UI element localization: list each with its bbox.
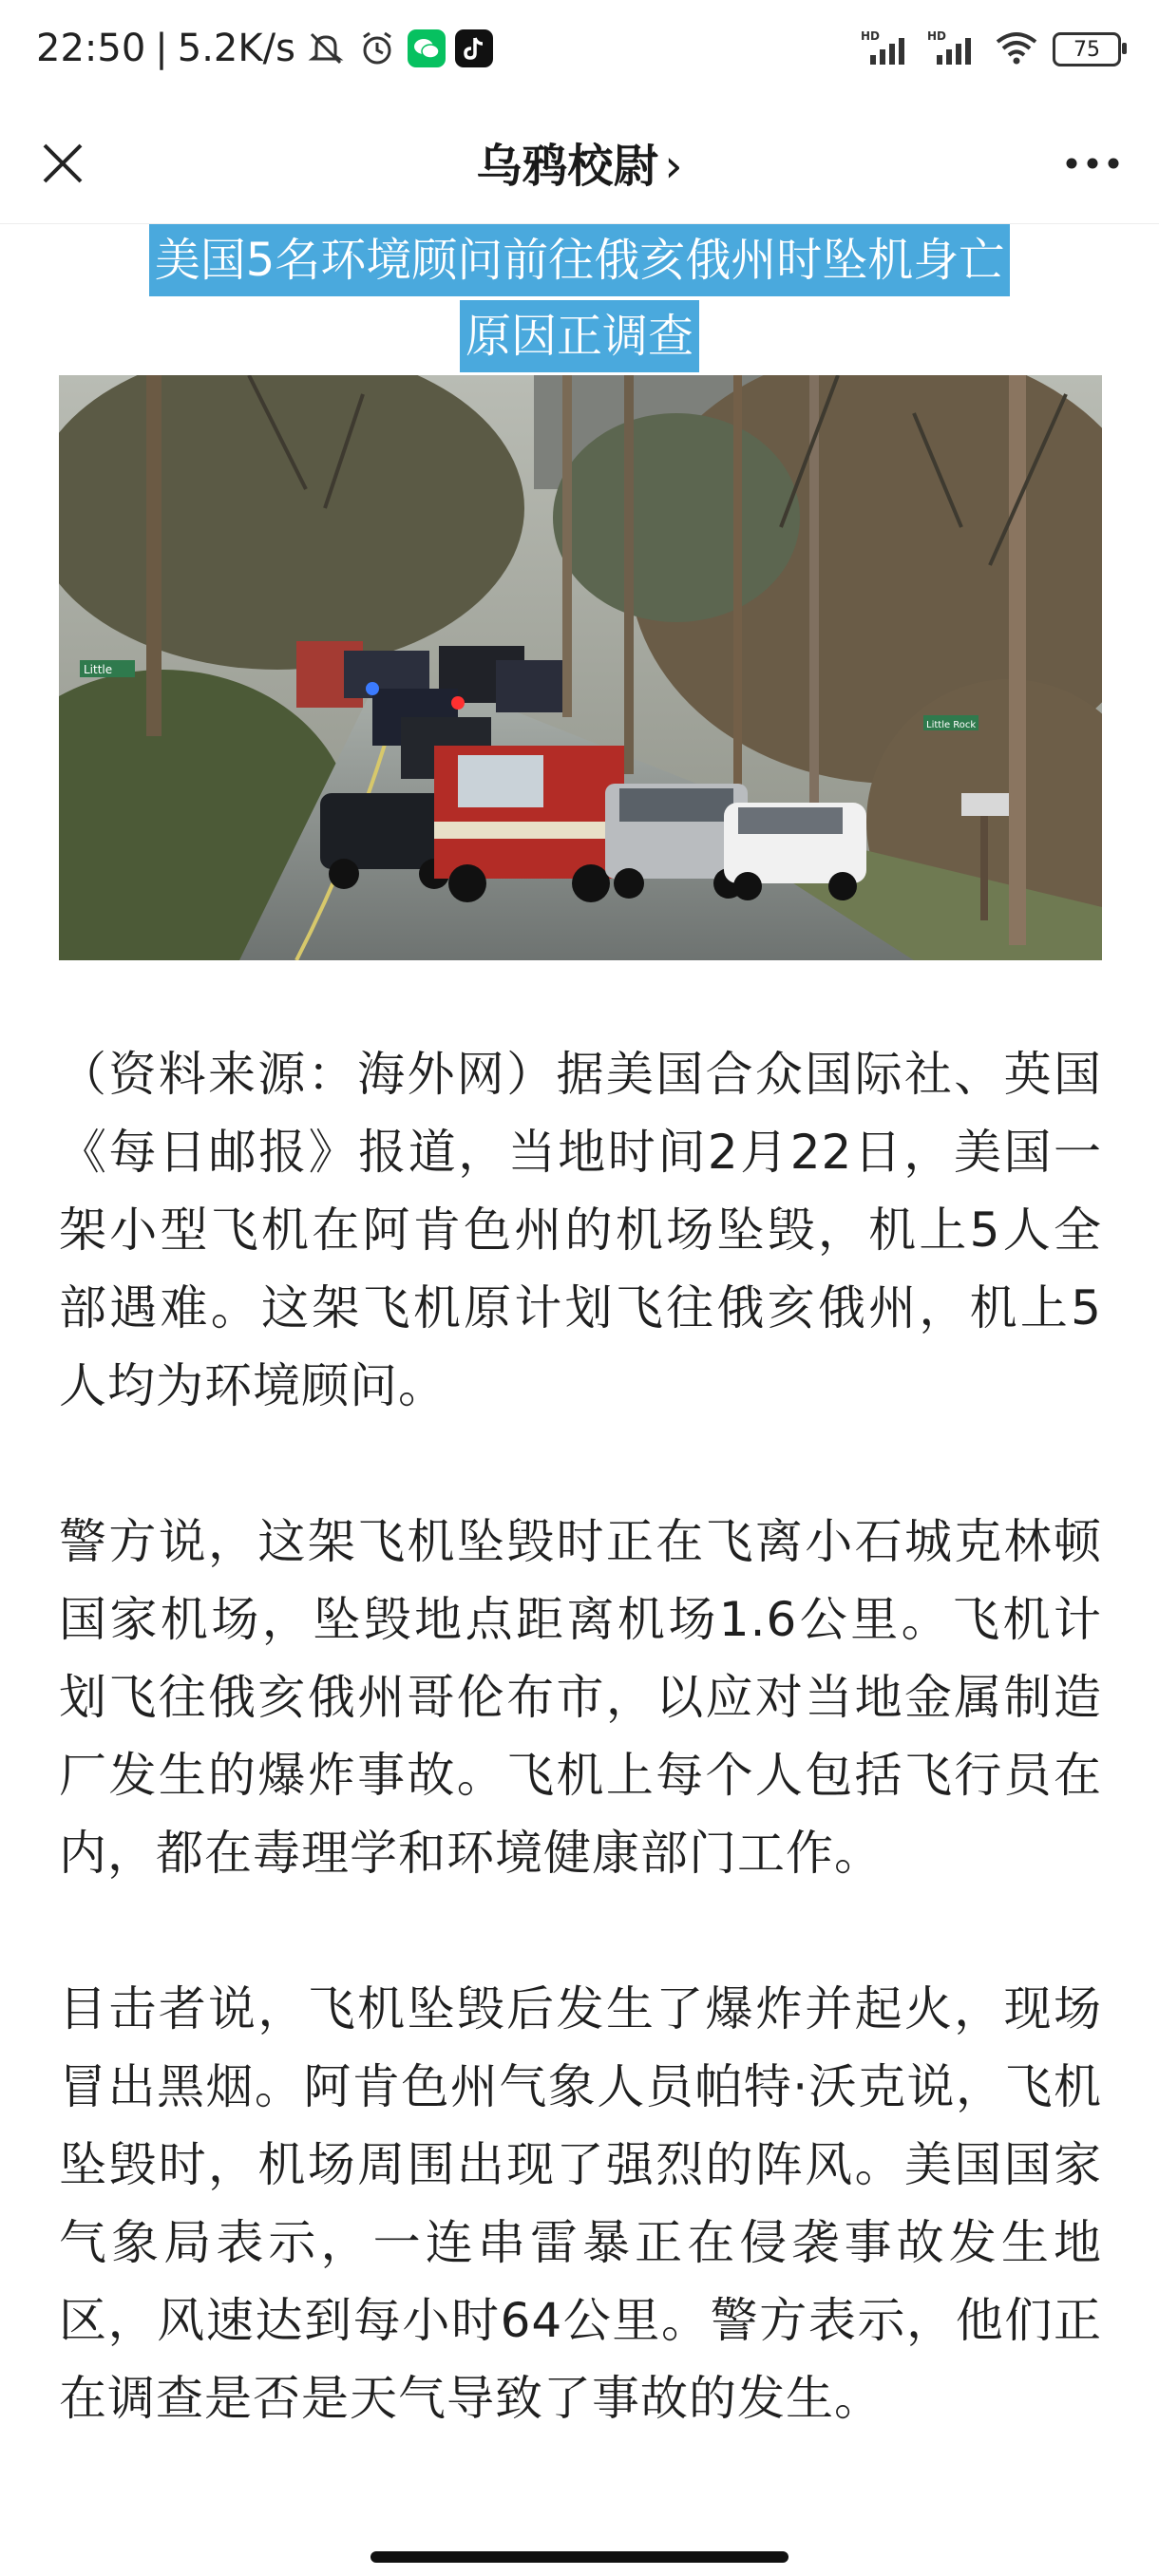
article-paragraph-2: 警方说，这架飞机坠毁时正在飞离小石城克林顿国家机场，坠毁地点距离机场1.6公里。飞机计划飞往俄亥俄州哥伦布市，以应对当地金属制造厂发生的爆炸事故。飞机上每个人包括飞行员在内，都在毒理学和环境健康部门工作。 <box>59 1514 1102 1881</box>
home-indicator[interactable] <box>370 2551 788 2563</box>
status-bar <box>0 0 1159 104</box>
svg-text:HD: HD <box>927 29 947 43</box>
street-sign-right: Little Rock <box>926 720 977 730</box>
battery-level: 75 <box>1074 37 1100 62</box>
alarm-icon <box>356 28 398 69</box>
more-button[interactable] <box>1054 129 1130 198</box>
signal-icon-2 <box>927 28 980 70</box>
status-divider: | <box>155 27 168 70</box>
status-time: 22:50 <box>36 27 146 70</box>
nav-bar <box>0 104 1159 224</box>
crash-scene-image <box>59 375 1102 960</box>
svg-text:HD: HD <box>861 29 881 43</box>
wifi-icon <box>994 28 1039 70</box>
wechat-icon <box>408 29 446 67</box>
account-title-link[interactable] <box>0 129 1159 195</box>
more-icon <box>1064 157 1121 170</box>
mute-icon <box>305 28 347 69</box>
news-photo[interactable] <box>59 375 1102 960</box>
article-headline <box>57 222 1102 374</box>
status-left <box>36 27 493 70</box>
account-name: 乌鸦校尉 <box>476 140 659 193</box>
headline-line-2: 原因正调查 <box>460 300 699 372</box>
street-sign-left: Little <box>84 663 113 676</box>
battery-icon <box>1053 32 1121 66</box>
article-paragraph-3: 目击者说，飞机坠毁后发生了爆炸并起火，现场冒出黑烟。阿肯色州气象人员帕特·沃克说，飞机坠毁时，机场周围出现了强烈的阵风。美国国家气象局表示，一连串雷暴正在侵袭事故发生地区，风速达到每小时64公里。警方表示，他们正在调查是否是天气导致了事故的发生。 <box>59 1981 1102 2426</box>
article-body <box>59 1035 1102 2515</box>
network-speed: 5.2K/s <box>177 27 295 70</box>
headline-line-1: 美国5名环境顾问前往俄亥俄州时坠机身亡 <box>149 224 1011 296</box>
status-right <box>861 28 1121 70</box>
chevron-right-icon: › <box>664 140 683 193</box>
article-paragraph-1: （资料来源：海外网）据美国合众国际社、英国《每日邮报》报道，当地时间2月22日，美国一架小型飞机在阿肯色州的机场坠毁，机上5人全部遇难。这架飞机原计划飞往俄亥俄州，机上5人均为环境顾问。 <box>59 1047 1102 1413</box>
signal-icon <box>861 28 914 70</box>
tiktok-icon <box>455 29 493 67</box>
